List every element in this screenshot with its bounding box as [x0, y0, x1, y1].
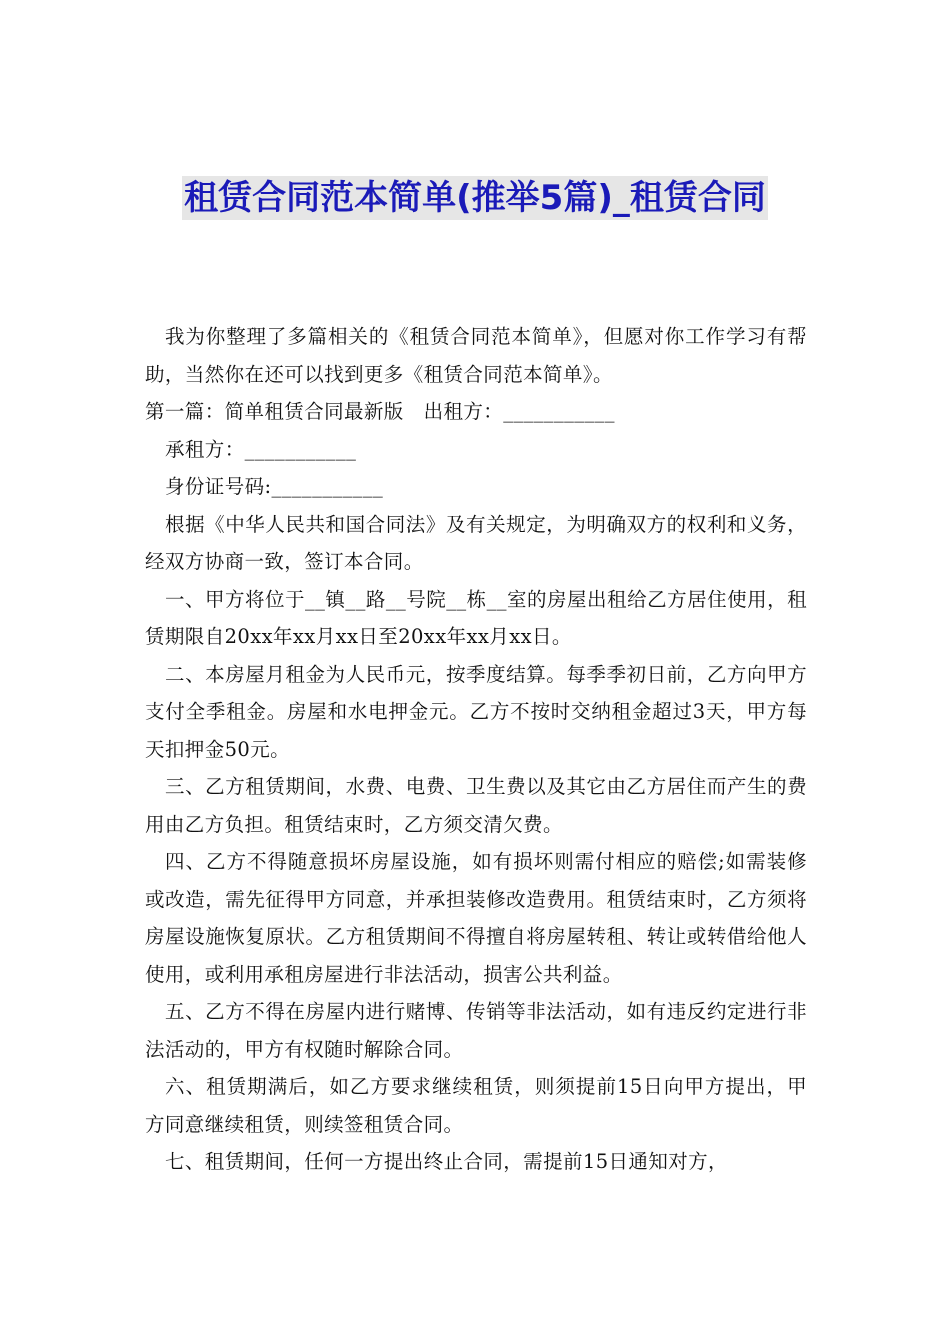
section-heading-lessor: 第一篇：简单租赁合同最新版 出租方：___________: [145, 400, 615, 423]
document-title-text: 租赁合同范本简单(推举5篇)_租赁合同: [184, 178, 766, 218]
id-number-line: 身份证号码:___________: [165, 475, 384, 498]
document-title: [140, 172, 810, 224]
clause-7: 七、租赁期间，任何一方提出终止合同，需提前15日通知对方，: [165, 1150, 728, 1173]
document-body: [145, 318, 807, 1181]
lessee-line: 承租方：___________: [165, 437, 357, 461]
clause-3: 三、乙方租赁期间，水费、电费、卫生费以及其它由乙方居住而产生的费用由乙方负担。租赁结束时，乙方须交清欠费。: [145, 775, 807, 836]
clause-6: 六、租赁期满后，如乙方要求继续租赁，则须提前15日向甲方提出，甲方同意继续租赁，则续签租赁合同。: [145, 1075, 807, 1136]
intro-paragraph: 我为你整理了多篇相关的《租赁合同范本简单》，但愿对你工作学习有帮助，当然你在还可以找到更多《租赁合同范本简单》。: [145, 325, 807, 386]
clause-1: 一、甲方将位于__镇__路__号院__栋__室的房屋出租给乙方居住使用，租赁期限自20xx年xx月xx日至20xx年xx月xx日。: [145, 587, 807, 648]
clause-4: 四、乙方不得随意损坏房屋设施，如有损坏则需付相应的赔偿;如需装修或改造，需先征得甲方同意，并承担装修改造费用。租赁结束时，乙方须将房屋设施恢复原状。乙方租赁期间不得擅自将房屋转租、转让或转借给他人使用，或利用承租房屋进行非法活动，损害公共利益。: [145, 850, 807, 986]
preamble-paragraph: 根据《中华人民共和国合同法》及有关规定，为明确双方的权利和义务，经双方协商一致，签订本合同。: [145, 512, 807, 573]
clause-2: 二、本房屋月租金为人民币元，按季度结算。每季季初日前，乙方向甲方支付全季租金。房屋和水电押金元。乙方不按时交纳租金超过3天，甲方每天扣押金50元。: [145, 662, 807, 761]
clause-5: 五、乙方不得在房屋内进行赌博、传销等非法活动，如有违反约定进行非法活动的，甲方有权随时解除合同。: [145, 1000, 807, 1061]
